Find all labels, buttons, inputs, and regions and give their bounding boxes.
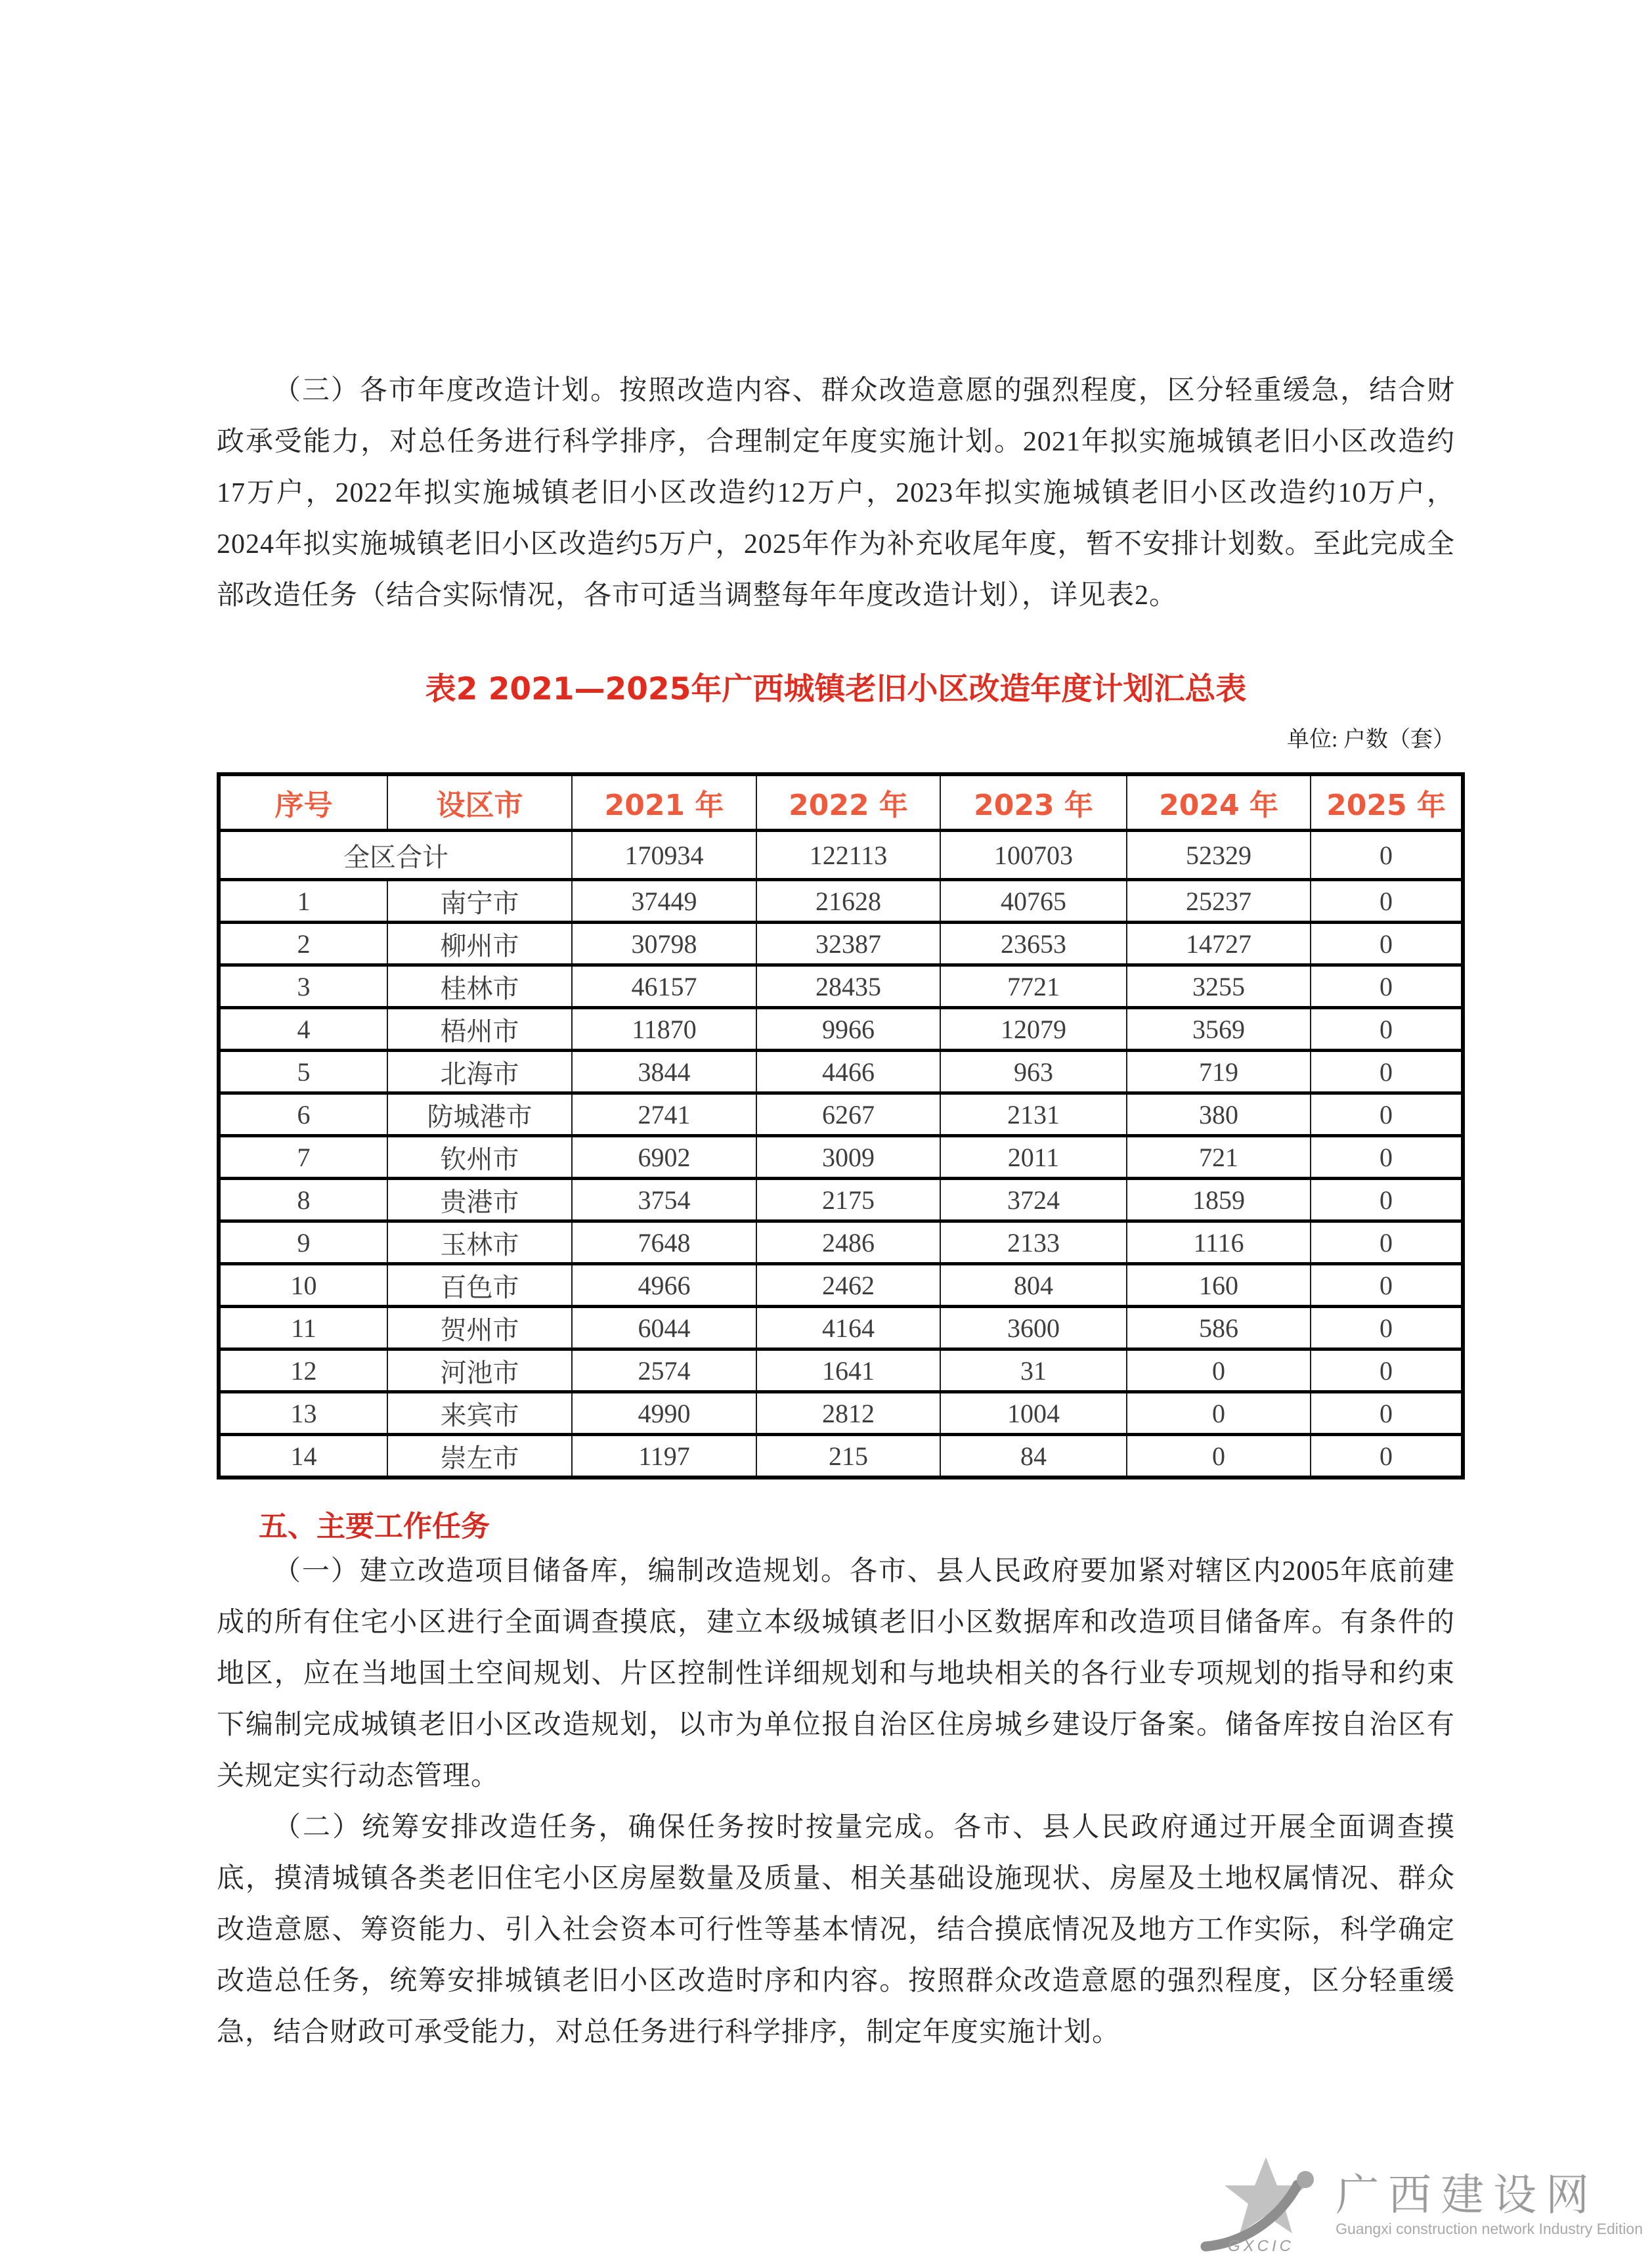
table-cell: 0 <box>1311 831 1463 880</box>
table-cell: 3600 <box>940 1307 1127 1349</box>
table-cell-no: 2 <box>219 923 387 965</box>
table-cell: 0 <box>1311 1221 1463 1264</box>
table-cell: 1197 <box>572 1435 756 1478</box>
table-cell: 0 <box>1311 923 1463 965</box>
table-cell: 2812 <box>756 1392 940 1435</box>
table-cell-city: 玉林市 <box>387 1221 572 1264</box>
gxcic-badge-text: GXCIC <box>1228 2237 1295 2254</box>
table-cell: 12079 <box>940 1008 1127 1051</box>
table-cell: 170934 <box>572 831 756 880</box>
table-cell: 0 <box>1311 1307 1463 1349</box>
table-cell: 1641 <box>756 1349 940 1392</box>
table-cell-city: 河池市 <box>387 1349 572 1392</box>
table-header-cell: 2024 年 <box>1127 774 1311 831</box>
table-cell: 9966 <box>756 1008 940 1051</box>
table-cell: 46157 <box>572 965 756 1008</box>
table-cell: 0 <box>1311 1136 1463 1179</box>
table-cell: 1859 <box>1127 1179 1311 1221</box>
table-cell: 3569 <box>1127 1008 1311 1051</box>
table-cell: 3009 <box>756 1136 940 1179</box>
paragraph-task-one: （一）建立改造项目储备库，编制改造规划。各市、县人民政府要加紧对辖区内2005年底前建成的所有住宅小区进行全面调查摸底，建立本级城镇老旧小区数据库和改造项目储备库。有条件的地区，应在当地国土空间规划、片区控制性详细规划和与地块相关的各行业专项规划的指导和约束下编制完成城镇老旧小区改造规划，以市为单位报自治区住房城乡建设厅备案。储备库按自治区有关规定实行动态管理。 <box>217 1556 1455 1791</box>
table-cell-no: 6 <box>219 1093 387 1136</box>
table-row <box>219 1435 1463 1478</box>
table-cell: 586 <box>1127 1307 1311 1349</box>
table-header-cell: 2023 年 <box>940 774 1127 831</box>
table-cell-no: 13 <box>219 1392 387 1435</box>
table-cell: 4466 <box>756 1051 940 1093</box>
table-row <box>219 880 1463 923</box>
table-cell: 6902 <box>572 1136 756 1179</box>
table-cell: 2131 <box>940 1093 1127 1136</box>
table-cell-no: 12 <box>219 1349 387 1392</box>
paragraph-task-two: （二）统筹安排改造任务，确保任务按时按量完成。各市、县人民政府通过开展全面调查摸底，摸清城镇各类老旧住宅小区房屋数量及质量、相关基础设施现状、房屋及土地权属情况、群众改造意愿、筹资能力、引入社会资本可行性等基本情况，结合摸底情况及地方工作实际，科学确定改造总任务，统筹安排城镇老旧小区改造时序和内容。按照群众改造意愿的强烈程度，区分轻重缓急，结合财政可承受能力，对总任务进行科学排序，制定年度实施计划。 <box>217 1812 1455 2048</box>
table-row <box>219 1307 1463 1349</box>
table-cell-no: 3 <box>219 965 387 1008</box>
table-row <box>219 1264 1463 1307</box>
table-cell: 0 <box>1311 1179 1463 1221</box>
table-cell: 2462 <box>756 1264 940 1307</box>
table-cell-city: 来宾市 <box>387 1392 572 1435</box>
table-header-cell: 设区市 <box>387 774 572 831</box>
logo-english-name: Guangxi construction network Industry Edition <box>1336 2220 1643 2237</box>
table-cell: 4966 <box>572 1264 756 1307</box>
table-cell: 23653 <box>940 923 1127 965</box>
table-cell: 6267 <box>756 1093 940 1136</box>
table-cell: 0 <box>1311 1392 1463 1435</box>
table-cell-no: 4 <box>219 1008 387 1051</box>
table-cell: 0 <box>1311 1093 1463 1136</box>
table-cell: 215 <box>756 1435 940 1478</box>
table-cell: 0 <box>1311 1264 1463 1307</box>
table-cell: 0 <box>1311 965 1463 1008</box>
table-cell-city: 北海市 <box>387 1051 572 1093</box>
table-row <box>219 1392 1463 1435</box>
table-cell: 1116 <box>1127 1221 1311 1264</box>
table-cell: 0 <box>1311 1349 1463 1392</box>
table-cell-no: 14 <box>219 1435 387 1478</box>
table-cell-city: 防城港市 <box>387 1093 572 1136</box>
table-cell: 37449 <box>572 880 756 923</box>
table-row <box>219 965 1463 1008</box>
table-cell-city: 崇左市 <box>387 1435 572 1478</box>
table-cell: 719 <box>1127 1051 1311 1093</box>
table-cell: 3844 <box>572 1051 756 1093</box>
table-cell: 25237 <box>1127 880 1311 923</box>
table-total-label-cell: 全区合计 <box>219 831 572 880</box>
dot-shape <box>1297 2171 1314 2188</box>
tasks-paragraphs <box>217 1546 1455 2058</box>
table-cell: 2175 <box>756 1179 940 1221</box>
table-cell: 0 <box>1127 1435 1311 1478</box>
table-cell: 0 <box>1311 1008 1463 1051</box>
table-header-cell: 2022 年 <box>756 774 940 831</box>
table-cell: 3754 <box>572 1179 756 1221</box>
star-icon <box>1200 2156 1332 2254</box>
table-cell: 4990 <box>572 1392 756 1435</box>
table-cell: 380 <box>1127 1093 1311 1136</box>
table-cell: 30798 <box>572 923 756 965</box>
paragraph-annual-plan: （三）各市年度改造计划。按照改造内容、群众改造意愿的强烈程度，区分轻重缓急，结合财政承受能力，对总任务进行科学排序，合理制定年度实施计划。2021年拟实施城镇老旧小区改造约17万户，2022年拟实施城镇老旧小区改造约12万户，2023年拟实施城镇老旧小区改造约10万户，2024年拟实施城镇老旧小区改造约5万户，2025年作为补充收尾年度，暂不安排计划数。至此完成全部改造任务（结合实际情况，各市可适当调整每年年度改造计划），详见表2。 <box>217 376 1455 611</box>
table-cell: 3255 <box>1127 965 1311 1008</box>
table-cell: 2574 <box>572 1349 756 1392</box>
table-cell-no: 7 <box>219 1136 387 1179</box>
table-title: 表2 2021—2025年广西城镇老旧小区改造年度计划汇总表 <box>425 671 1247 707</box>
table-cell: 1004 <box>940 1392 1127 1435</box>
table-cell-city: 梧州市 <box>387 1008 572 1051</box>
table-cell: 6044 <box>572 1307 756 1349</box>
table-cell: 7648 <box>572 1221 756 1264</box>
table-cell: 4164 <box>756 1307 940 1349</box>
table-cell-no: 10 <box>219 1264 387 1307</box>
table-cell-city: 南宁市 <box>387 880 572 923</box>
table-total-row <box>219 831 1463 880</box>
table-cell: 11870 <box>572 1008 756 1051</box>
table-row <box>219 1051 1463 1093</box>
table-cell-no: 8 <box>219 1179 387 1221</box>
table-row <box>219 1179 1463 1221</box>
table-cell: 0 <box>1127 1349 1311 1392</box>
table-row <box>219 923 1463 965</box>
table-cell-city: 百色市 <box>387 1264 572 1307</box>
table-cell: 0 <box>1127 1392 1311 1435</box>
table-cell: 2741 <box>572 1093 756 1136</box>
table-cell: 963 <box>940 1051 1127 1093</box>
table-cell-no: 5 <box>219 1051 387 1093</box>
table-cell-no: 1 <box>219 880 387 923</box>
table-cell: 0 <box>1311 880 1463 923</box>
table-row <box>219 1008 1463 1051</box>
table-cell: 2133 <box>940 1221 1127 1264</box>
table-cell: 52329 <box>1127 831 1311 880</box>
table-cell-city: 贵港市 <box>387 1179 572 1221</box>
table-cell: 3724 <box>940 1179 1127 1221</box>
star-icon-svg <box>1200 2156 1332 2254</box>
table-cell: 160 <box>1127 1264 1311 1307</box>
table-cell: 28435 <box>756 965 940 1008</box>
table-header-cell: 2025 年 <box>1311 774 1463 831</box>
table-row <box>219 1093 1463 1136</box>
table-header-row <box>219 774 1463 831</box>
logo-chinese-name: 广西建设网 <box>1336 2171 1599 2220</box>
table-cell: 0 <box>1311 1435 1463 1478</box>
table-cell-city: 贺州市 <box>387 1307 572 1349</box>
section-heading: 五、主要工作任务 <box>259 1510 490 1543</box>
table-cell: 100703 <box>940 831 1127 880</box>
table-cell: 14727 <box>1127 923 1311 965</box>
table-cell: 721 <box>1127 1136 1311 1179</box>
summary-table <box>217 772 1465 1479</box>
table-header-cell: 序号 <box>219 774 387 831</box>
table-row <box>219 1349 1463 1392</box>
table-cell: 32387 <box>756 923 940 965</box>
table-row <box>219 1221 1463 1264</box>
table-cell: 40765 <box>940 880 1127 923</box>
table-body <box>219 831 1463 1478</box>
table-cell-city: 柳州市 <box>387 923 572 965</box>
unit-label: 单位: 户数（套） <box>1287 728 1455 752</box>
table-cell: 31 <box>940 1349 1127 1392</box>
table-cell: 2486 <box>756 1221 940 1264</box>
table-cell: 7721 <box>940 965 1127 1008</box>
table-cell: 122113 <box>756 831 940 880</box>
table-cell: 804 <box>940 1264 1127 1307</box>
table-header-cell: 2021 年 <box>572 774 756 831</box>
logo-text-column <box>1336 2173 1643 2238</box>
table-cell: 2011 <box>940 1136 1127 1179</box>
table-cell-city: 钦州市 <box>387 1136 572 1179</box>
table-cell: 0 <box>1311 1051 1463 1093</box>
table-row <box>219 1136 1463 1179</box>
table-cell-city: 桂林市 <box>387 965 572 1008</box>
table-cell-no: 11 <box>219 1307 387 1349</box>
table-cell-no: 9 <box>219 1221 387 1264</box>
table-cell: 84 <box>940 1435 1127 1478</box>
gxcic-watermark-logo <box>1200 2156 1643 2254</box>
table-cell: 21628 <box>756 880 940 923</box>
